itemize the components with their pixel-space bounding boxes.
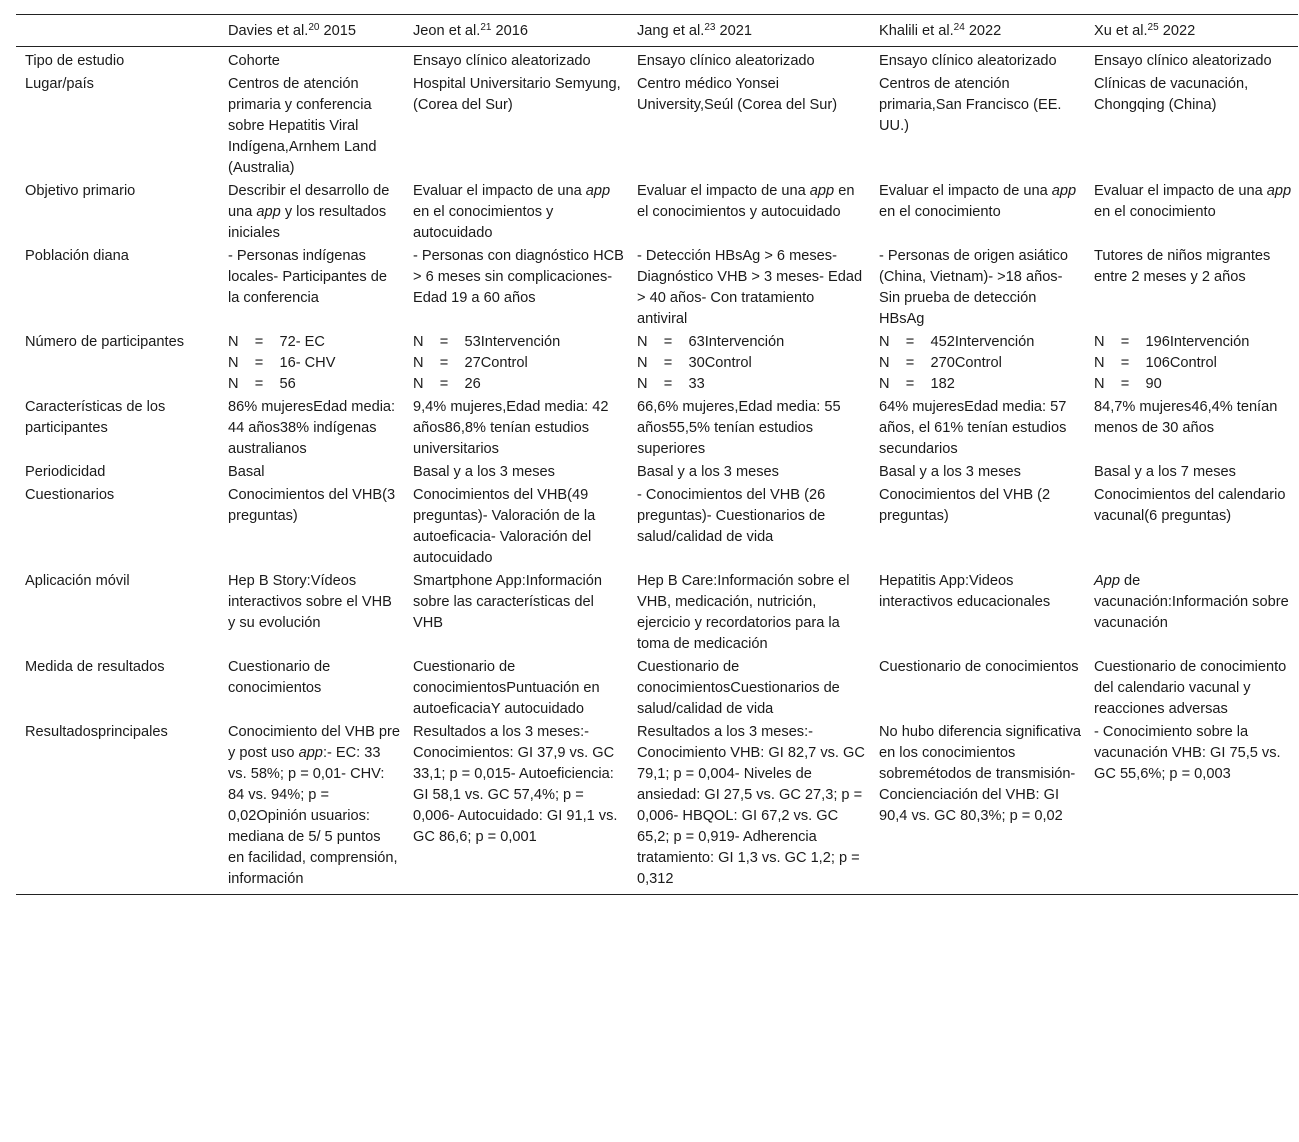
- cell-text: Basal y a los 7 meses: [1094, 464, 1236, 480]
- table-cell: [404, 484, 628, 570]
- table-cell: [219, 331, 404, 396]
- table-cell: [628, 73, 870, 180]
- table-cell: [870, 331, 1085, 396]
- table-cell: [1085, 180, 1298, 245]
- cell-text: Smartphone App:Información sobre las características del VHB: [413, 573, 603, 631]
- cell-text: No hubo diferencia significativa en los conocimientos sobremétodos de transmisión- Concienciación del VHB: GI 90,4 vs. GC 80,3%; p = 0,02: [879, 724, 1081, 824]
- table-row: [16, 73, 1298, 180]
- table-cell: [628, 484, 870, 570]
- table-cell: [628, 721, 870, 895]
- row-label: Aplicación móvil: [25, 573, 130, 589]
- row-label: Cuestionarios: [25, 487, 115, 503]
- cell-text: Hepatitis App:Videos interactivos educacionales: [879, 573, 1051, 610]
- table-cell: [219, 721, 404, 895]
- row-label: Resultadosprincipales: [25, 724, 168, 740]
- cell-text: 86% mujeresEdad media: 44 años38% indígenas australianos: [228, 399, 396, 457]
- table-cell: [219, 656, 404, 721]
- italic-term: app: [585, 183, 611, 199]
- cell-text: Cuestionario de conocimientos: [228, 659, 331, 696]
- table-cell: [219, 396, 404, 461]
- italic-term: app: [809, 183, 835, 199]
- table-body: [16, 47, 1298, 895]
- table-cell: [1085, 484, 1298, 570]
- cell-text: - Conocimientos del VHB (26 preguntas)- Cuestionarios de salud/calidad de vida: [637, 487, 826, 545]
- table-row: [16, 461, 1298, 484]
- study-reference: 25: [1147, 22, 1159, 33]
- table-cell: [404, 396, 628, 461]
- table-cell: [870, 245, 1085, 331]
- table-cell: [404, 570, 628, 656]
- studies-table: [16, 14, 1298, 895]
- study-year: 2022: [1158, 23, 1196, 39]
- table-cell: [628, 570, 870, 656]
- cell-text: Conocimientos del VHB(49 preguntas)- Valoración de la autoeficacia- Valoración del autocuidado: [413, 487, 596, 566]
- table-cell: [870, 721, 1085, 895]
- table-cell: [870, 396, 1085, 461]
- table-row: [16, 331, 1298, 396]
- header-study-1: [219, 15, 404, 47]
- cell-text: Centro médico Yonsei University,Seúl (Corea del Sur): [637, 76, 838, 113]
- study-year: 2022: [964, 23, 1002, 39]
- cell-text: 64% mujeresEdad media: 57 años, el 61% tenían estudios secundarios: [879, 399, 1067, 457]
- table-cell: [628, 656, 870, 721]
- cell-text: Conocimiento del VHB pre y post uso: [228, 724, 400, 761]
- cell-text: en el conocimientos y autocuidado: [413, 204, 554, 241]
- row-label: Número de participantes: [25, 334, 184, 350]
- row-label: Tipo de estudio: [25, 53, 125, 69]
- table-row: [16, 656, 1298, 721]
- cell-text: - Conocimiento sobre la vacunación VHB: GI 75,5 vs. GC 55,6%; p = 0,003: [1094, 724, 1281, 782]
- table-cell: [870, 73, 1085, 180]
- table-cell: [404, 461, 628, 484]
- italic-term: app: [256, 204, 281, 220]
- cell-text: Evaluar el impacto de una: [637, 183, 810, 199]
- table-cell: [219, 245, 404, 331]
- table-cell: [870, 484, 1085, 570]
- table-cell: [1085, 570, 1298, 656]
- cell-text: :- EC: 33 vs. 58%; p = 0,01- CHV: 84 vs. 94%; p = 0,02Opinión usuarios: mediana de 5/ 5 puntos en facilidad, comprensión, información: [228, 745, 398, 887]
- cell-text: Tutores de niños migrantes entre 2 meses y 2 años: [1094, 248, 1271, 285]
- header-study-3: [628, 15, 870, 47]
- row-label: Periodicidad: [25, 464, 106, 480]
- table-cell: [219, 180, 404, 245]
- cell-text: Describir el desarrollo de una: [228, 183, 390, 220]
- table-cell: [219, 47, 404, 74]
- cell-text: Ensayo clínico aleatorizado: [1094, 53, 1272, 69]
- table-cell: [870, 47, 1085, 74]
- table-cell: [870, 180, 1085, 245]
- cell-text: Hep B Care:Información sobre el VHB, medicación, nutrición, ejercicio y recordatorios para la toma de medicación: [637, 573, 850, 652]
- table-row: [16, 396, 1298, 461]
- table-row: [16, 245, 1298, 331]
- cell-text: N = 72- EC N = 16- CHV N = 56: [228, 334, 336, 392]
- table-cell: [404, 73, 628, 180]
- italic-term: App: [1094, 573, 1120, 589]
- table-cell: [628, 461, 870, 484]
- table-cell: [219, 484, 404, 570]
- row-label: Características de los participantes: [25, 399, 166, 436]
- cell-text: Evaluar el impacto de una: [413, 183, 586, 199]
- cell-text: Cuestionario de conocimientos: [879, 659, 1079, 675]
- table-cell: [1085, 396, 1298, 461]
- cell-text: y los resultados iniciales: [228, 204, 387, 241]
- table-cell: [628, 47, 870, 74]
- study-author: Xu et al.: [1094, 23, 1148, 39]
- row-label: Objetivo primario: [25, 183, 136, 199]
- header-study-2: [404, 15, 628, 47]
- study-reference: 24: [953, 22, 965, 33]
- cell-text: Ensayo clínico aleatorizado: [879, 53, 1057, 69]
- cell-text: Ensayo clínico aleatorizado: [413, 53, 591, 69]
- table-cell: [628, 396, 870, 461]
- cell-text: Clínicas de vacunación, Chongqing (China): [1094, 76, 1249, 113]
- cell-text: Conocimientos del calendario vacunal(6 preguntas): [1094, 487, 1286, 524]
- cell-text: - Detección HBsAg > 6 meses- Diagnóstico VHB > 3 meses- Edad > 40 años- Con tratamiento antiviral: [637, 248, 863, 327]
- cell-text: Basal y a los 3 meses: [413, 464, 555, 480]
- cell-text: Centros de atención primaria y conferencia sobre Hepatitis Viral Indígena,Arnhem Land (Australia): [228, 76, 377, 176]
- study-author: Khalili et al.: [879, 23, 954, 39]
- cell-text: Basal y a los 3 meses: [879, 464, 1021, 480]
- table-cell: [404, 656, 628, 721]
- cell-text: Resultados a los 3 meses:- Conocimiento VHB: GI 82,7 vs. GC 79,1; p = 0,004- Niveles de ansiedad: GI 27,5 vs. GC 27,3; p = 0,006- HBQOL: GI 67,2 vs. GC 65,2; p = 0,919- Adherencia tratamiento: GI 1,3 vs. GC 1,2; p = 0,312: [637, 724, 865, 887]
- table-cell: [870, 570, 1085, 656]
- table-cell: [628, 331, 870, 396]
- table-cell: [404, 47, 628, 74]
- table-cell: [1085, 721, 1298, 895]
- cell-text: de vacunación:Información sobre vacunación: [1094, 573, 1289, 631]
- table-cell: [1085, 73, 1298, 180]
- cell-text: en el conocimientos y autocuidado: [637, 183, 855, 220]
- table-cell: [219, 570, 404, 656]
- cell-text: N = 452Intervención N = 270Control N = 182: [879, 334, 1035, 392]
- study-year: 2016: [491, 23, 528, 39]
- table-cell: [1085, 331, 1298, 396]
- table-row: [16, 570, 1298, 656]
- table-cell: [628, 245, 870, 331]
- table-cell: [404, 721, 628, 895]
- header-study-4: [870, 15, 1085, 47]
- table-row: [16, 47, 1298, 74]
- cell-text: Resultados a los 3 meses:- Conocimientos: GI 37,9 vs. GC 33,1; p = 0,015- Autoeficiencia: GI 58,1 vs. GC 57,4%; p = 0,006- Autocuidado: GI 91,1 vs. GC 86,6; p = 0,001: [413, 724, 618, 845]
- study-year: 2015: [319, 23, 356, 39]
- table-cell: [870, 461, 1085, 484]
- study-author: Davies et al.: [228, 23, 309, 39]
- table-row: [16, 484, 1298, 570]
- cell-text: Hep B Story:Vídeos interactivos sobre el VHB y su evolución: [228, 573, 392, 631]
- table-row: [16, 180, 1298, 245]
- cell-text: Conocimientos del VHB(3 preguntas): [228, 487, 396, 524]
- study-year: 2021: [715, 23, 752, 39]
- table-row: [16, 721, 1298, 895]
- cell-text: - Personas con diagnóstico HCB > 6 meses sin complicaciones- Edad 19 a 60 años: [413, 248, 624, 306]
- header-row: [16, 15, 1298, 47]
- cell-text: Cohorte: [228, 53, 280, 69]
- table-cell: [404, 180, 628, 245]
- cell-text: Cuestionario de conocimientosPuntuación en autoeficaciaY autocuidado: [413, 659, 600, 717]
- cell-text: en el conocimiento: [1094, 204, 1216, 220]
- table-cell: [219, 73, 404, 180]
- cell-text: Evaluar el impacto de una: [1094, 183, 1267, 199]
- row-label: Medida de resultados: [25, 659, 165, 675]
- study-author: Jeon et al.: [413, 23, 481, 39]
- table-cell: [1085, 461, 1298, 484]
- table-cell: [1085, 656, 1298, 721]
- table-cell: [1085, 47, 1298, 74]
- header-label-cell: [16, 15, 219, 47]
- cell-text: N = 53Intervención N = 27Control N = 26: [413, 334, 561, 392]
- table-cell: [628, 180, 870, 245]
- study-reference: 23: [704, 22, 716, 33]
- cell-text: Basal: [228, 464, 265, 480]
- italic-term: app: [298, 745, 323, 761]
- cell-text: Evaluar el impacto de una: [879, 183, 1052, 199]
- table-cell: [404, 331, 628, 396]
- study-reference: 20: [308, 22, 320, 33]
- cell-text: - Personas indígenas locales- Participantes de la conferencia: [228, 248, 387, 306]
- cell-text: Ensayo clínico aleatorizado: [637, 53, 815, 69]
- table-cell: [404, 245, 628, 331]
- cell-text: - Personas de origen asiático (China, Vietnam)- >18 años- Sin prueba de detección HBsAg: [879, 248, 1069, 327]
- cell-text: 84,7% mujeres46,4% tenían menos de 30 años: [1094, 399, 1278, 436]
- cell-text: Cuestionario de conocimiento del calendario vacunal y reacciones adversas: [1094, 659, 1287, 717]
- table-cell: [219, 461, 404, 484]
- cell-text: en el conocimiento: [879, 204, 1001, 220]
- cell-text: Conocimientos del VHB (2 preguntas): [879, 487, 1051, 524]
- cell-text: Centros de atención primaria,San Francisco (EE. UU.): [879, 76, 1062, 134]
- table-cell: [870, 656, 1085, 721]
- cell-text: Hospital Universitario Semyung,(Corea del Sur): [413, 76, 621, 113]
- study-reference: 21: [480, 22, 492, 33]
- italic-term: app: [1266, 183, 1292, 199]
- header-study-5: [1085, 15, 1298, 47]
- cell-text: N = 63Intervención N = 30Control N = 33: [637, 334, 785, 392]
- cell-text: 9,4% mujeres,Edad media: 42 años86,8% tenían estudios universitarios: [413, 399, 609, 457]
- cell-text: 66,6% mujeres,Edad media: 55 años55,5% tenían estudios superiores: [637, 399, 841, 457]
- italic-term: app: [1051, 183, 1077, 199]
- study-author: Jang et al.: [637, 23, 705, 39]
- cell-text: N = 196Intervención N = 106Control N = 90: [1094, 334, 1250, 392]
- row-label: Población diana: [25, 248, 129, 264]
- cell-text: Basal y a los 3 meses: [637, 464, 779, 480]
- row-label: Lugar/país: [25, 76, 94, 92]
- cell-text: Cuestionario de conocimientosCuestionarios de salud/calidad de vida: [637, 659, 840, 717]
- table-cell: [1085, 245, 1298, 331]
